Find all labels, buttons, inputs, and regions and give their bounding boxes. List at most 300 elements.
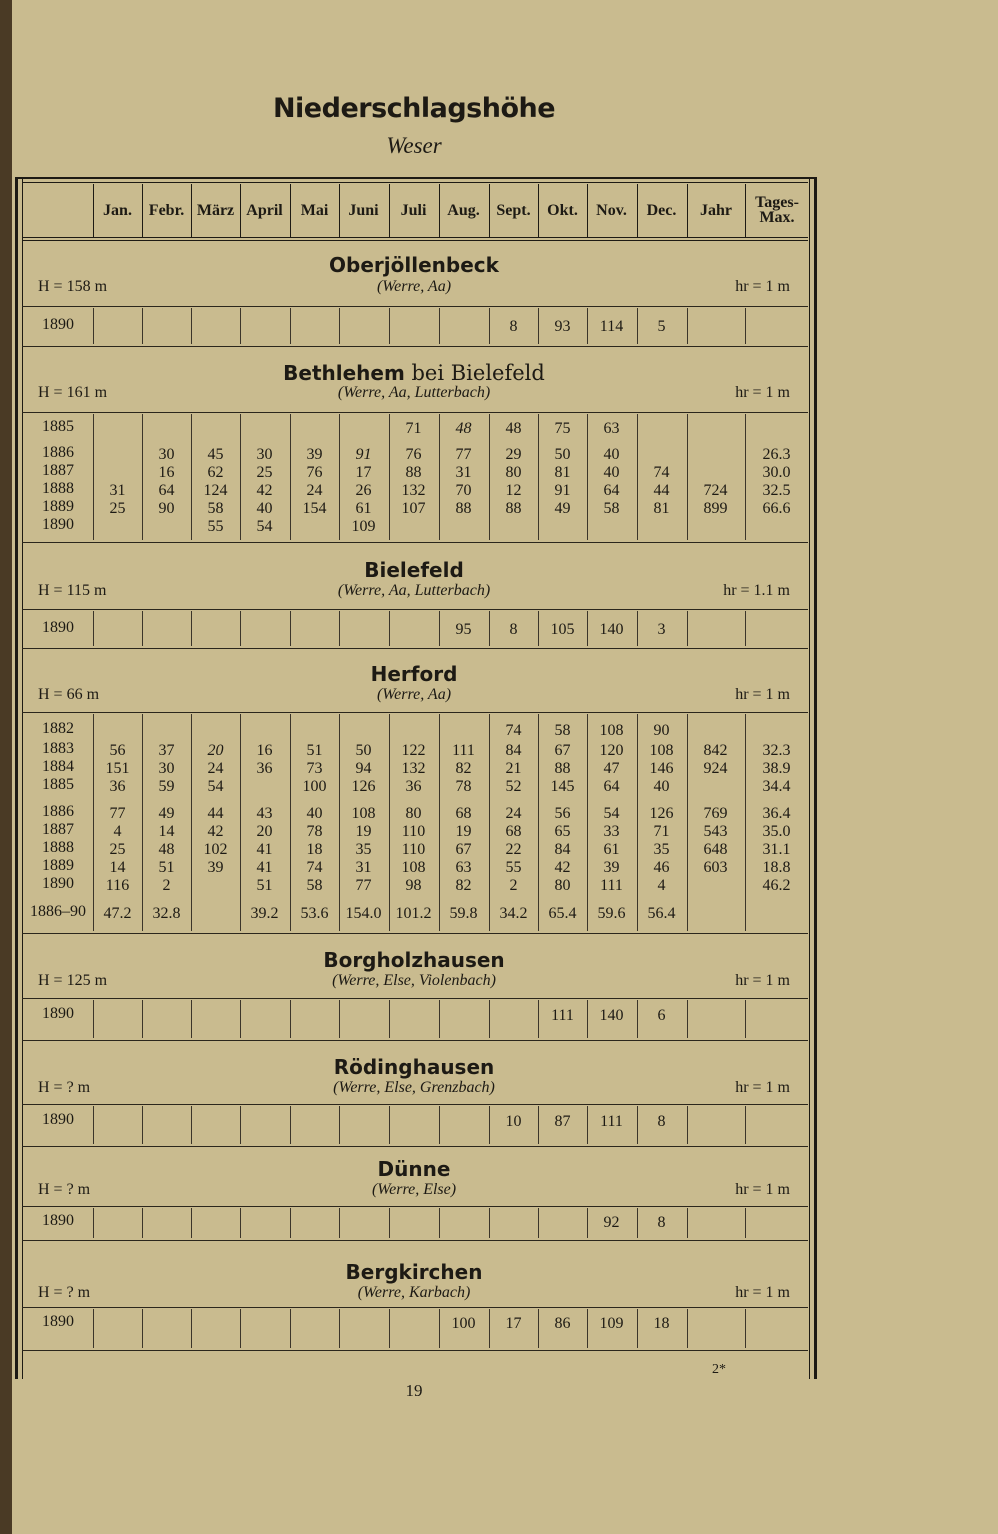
column-divider	[339, 611, 340, 646]
station-bottom-rule	[22, 1350, 808, 1351]
cell-value: 19	[455, 823, 472, 840]
row-year: 1890	[42, 1111, 74, 1128]
page-title: Niederschlagshöhe	[272, 93, 556, 124]
header-bottom-rule-2	[22, 240, 808, 241]
header-month: Dec.	[646, 201, 677, 219]
row-year: 1890	[42, 1212, 74, 1229]
column-divider	[142, 1000, 143, 1038]
cell-value: 43	[256, 805, 273, 822]
cell-value: 108	[401, 859, 426, 876]
cell-value: 101.2	[395, 905, 432, 922]
cell-value: 71	[405, 420, 422, 437]
cell-value: 58	[306, 877, 323, 894]
column-divider	[240, 611, 241, 646]
station-bottom-rule	[22, 542, 808, 543]
cell-value: 58	[554, 722, 571, 739]
cell-value: 56	[109, 742, 126, 759]
row-year: 1889	[42, 498, 74, 515]
cell-value: 80	[505, 464, 522, 481]
column-divider	[745, 414, 746, 540]
station-elevation: H = 125 m	[38, 972, 108, 989]
cell-value: 22	[505, 841, 522, 858]
cell-value: 140	[599, 621, 624, 638]
cell-value: 50	[355, 742, 372, 759]
column-divider	[439, 308, 440, 344]
cell-value: 31	[355, 859, 372, 876]
column-divider	[687, 1208, 688, 1238]
column-divider	[240, 1106, 241, 1144]
header-month: März	[196, 201, 235, 219]
row-year: 1890	[42, 875, 74, 892]
cell-value: 39	[603, 859, 620, 876]
column-divider	[389, 1106, 390, 1144]
cell-value: 40	[306, 805, 323, 822]
station-name-main: Oberjöllenbeck	[329, 253, 499, 277]
cell-value: 36	[405, 778, 422, 795]
column-divider	[687, 1000, 688, 1038]
header-month: Okt.	[547, 201, 578, 219]
column-divider	[93, 611, 94, 646]
cell-value: 67	[455, 841, 472, 858]
column-divider	[290, 1309, 291, 1348]
cell-value: 30	[256, 446, 273, 463]
cell-value: 59	[158, 778, 175, 795]
column-divider	[687, 308, 688, 344]
station-name-main: Bethlehem	[283, 361, 405, 385]
cell-value: 98	[405, 877, 422, 894]
cell-value: 114	[599, 318, 624, 335]
cell-value: 110	[401, 841, 426, 858]
station-name	[0, 1055, 828, 1079]
header-month: Febr.	[148, 201, 185, 219]
column-divider	[93, 1106, 94, 1144]
cell-tagesmax: 36.4	[762, 805, 791, 822]
cell-value: 68	[455, 805, 472, 822]
cell-value: 40	[603, 464, 620, 481]
cell-value: 84	[505, 742, 522, 759]
column-divider	[389, 611, 390, 646]
cell-value: 75	[554, 420, 571, 437]
cell-value: 37	[158, 742, 175, 759]
cell-value: 4	[113, 823, 122, 840]
station-rain-gauge-height: hr = 1 m	[735, 384, 790, 401]
station-header-rule	[22, 412, 808, 413]
column-divider	[489, 1000, 490, 1038]
cell-value: 54	[207, 778, 224, 795]
row-year: 1889	[42, 857, 74, 874]
cell-value: 74	[306, 859, 323, 876]
cell-value: 47.2	[103, 905, 132, 922]
column-divider	[687, 714, 688, 931]
station-name-main: Borgholzhausen	[323, 948, 505, 972]
page-subtitle: Weser	[386, 133, 442, 158]
column-divider	[745, 1106, 746, 1144]
header-month: Juni	[348, 201, 379, 219]
cell-value: 51	[306, 742, 323, 759]
station-name-main: Rödinghausen	[333, 1055, 495, 1079]
column-divider	[191, 611, 192, 646]
cell-value: 120	[599, 742, 624, 759]
cell-value: 109	[351, 518, 376, 535]
station-rivers: (Werre, Karbach)	[357, 1284, 471, 1301]
cell-value: 80	[405, 805, 422, 822]
cell-value: 116	[105, 877, 130, 894]
column-divider	[489, 1208, 490, 1238]
cell-value: 40	[256, 500, 273, 517]
cell-value: 39.2	[250, 905, 279, 922]
header-tagesmax-line2: Max.	[759, 209, 795, 226]
cell-value: 58	[207, 500, 224, 517]
cell-jahr: 603	[703, 859, 728, 876]
header-jahr: Jahr	[700, 201, 732, 219]
cell-jahr: 924	[703, 760, 728, 777]
cell-value: 87	[554, 1113, 571, 1130]
cell-value: 88	[405, 464, 422, 481]
cell-tagesmax: 30.0	[762, 464, 791, 481]
station-name	[0, 948, 828, 972]
column-divider	[240, 1000, 241, 1038]
cell-value: 122	[401, 742, 426, 759]
column-divider	[240, 1309, 241, 1348]
cell-value: 16	[158, 464, 175, 481]
cell-value: 111	[600, 1113, 623, 1130]
column-divider	[687, 1106, 688, 1144]
cell-value: 36	[109, 778, 126, 795]
column-divider	[93, 1208, 94, 1238]
cell-value: 24	[207, 760, 224, 777]
cell-value: 35	[653, 841, 670, 858]
cell-value: 42	[554, 859, 571, 876]
cell-jahr: 724	[703, 482, 728, 499]
row-year: 1886–90	[30, 903, 86, 920]
row-year: 1886	[42, 803, 74, 820]
station-header-rule	[22, 1206, 808, 1207]
cell-value: 33	[603, 823, 620, 840]
cell-value: 19	[355, 823, 372, 840]
column-divider	[745, 611, 746, 646]
column-divider	[290, 1106, 291, 1144]
station-rivers: (Werre, Else, Grenzbach)	[333, 1079, 495, 1096]
cell-value: 61	[355, 500, 372, 517]
header-tagesmax	[746, 184, 808, 236]
cell-value: 64	[158, 482, 175, 499]
cell-value: 107	[401, 500, 426, 517]
cell-value: 45	[207, 446, 224, 463]
cell-jahr: 842	[703, 742, 728, 759]
column-divider	[142, 1208, 143, 1238]
cell-value: 88	[455, 500, 472, 517]
cell-value: 100	[302, 778, 327, 795]
station-header-rule	[22, 306, 808, 307]
column-divider	[745, 308, 746, 344]
column-divider	[339, 1309, 340, 1348]
column-divider	[339, 1106, 340, 1144]
cell-value: 29	[505, 446, 522, 463]
column-divider	[142, 611, 143, 646]
cell-value: 30	[158, 446, 175, 463]
cell-value: 8	[657, 1113, 666, 1130]
station-rain-gauge-height: hr = 1.1 m	[723, 582, 790, 599]
cell-value: 67	[554, 742, 571, 759]
cell-value: 62	[207, 464, 224, 481]
station-header-rule	[22, 998, 808, 999]
cell-value: 78	[306, 823, 323, 840]
header-month: Jan.	[103, 201, 132, 219]
cell-value: 80	[554, 877, 571, 894]
station-rivers: (Werre, Else, Violenbach)	[332, 972, 496, 989]
cell-value: 111	[551, 1007, 574, 1024]
row-year: 1887	[42, 462, 74, 479]
cell-tagesmax: 46.2	[762, 877, 791, 894]
column-divider	[93, 1000, 94, 1038]
cell-value: 90	[653, 722, 670, 739]
cell-value: 108	[599, 722, 624, 739]
cell-value: 54	[256, 518, 273, 535]
row-year: 1884	[42, 758, 74, 775]
cell-value: 31	[109, 482, 126, 499]
cell-value: 49	[158, 805, 175, 822]
column-divider	[339, 308, 340, 344]
cell-tagesmax: 26.3	[762, 446, 791, 463]
cell-value: 140	[599, 1007, 624, 1024]
column-divider	[389, 1208, 390, 1238]
cell-value: 49	[554, 500, 571, 517]
cell-value: 94	[355, 760, 372, 777]
station-name	[0, 253, 828, 277]
station-rain-gauge-height: hr = 1 m	[735, 1079, 790, 1096]
cell-value: 91	[554, 482, 571, 499]
row-year: 1890	[42, 1313, 74, 1330]
cell-value: 25	[109, 500, 126, 517]
cell-value: 41	[256, 859, 273, 876]
cell-value: 34.2	[499, 905, 528, 922]
station-name-main: Herford	[370, 662, 458, 686]
cell-value: 39	[207, 859, 224, 876]
cell-value: 48	[505, 420, 522, 437]
cell-value: 78	[455, 778, 472, 795]
cell-value: 61	[603, 841, 620, 858]
cell-value: 59.8	[449, 905, 478, 922]
header-month: Juli	[400, 201, 427, 219]
cell-value: 58	[603, 500, 620, 517]
cell-value: 81	[653, 500, 670, 517]
station-rain-gauge-height: hr = 1 m	[735, 278, 790, 295]
cell-value: 146	[649, 760, 674, 777]
station-elevation: H = ? m	[38, 1079, 91, 1096]
cell-tagesmax: 31.1	[762, 841, 791, 858]
column-divider	[339, 1000, 340, 1038]
column-divider	[339, 1208, 340, 1238]
cell-value: 100	[451, 1315, 476, 1332]
cell-value: 124	[203, 482, 228, 499]
column-divider	[191, 1309, 192, 1348]
station-elevation: H = 161 m	[38, 384, 108, 401]
cell-value: 88	[505, 500, 522, 517]
cell-value: 126	[649, 805, 674, 822]
cell-value: 44	[207, 805, 224, 822]
column-divider	[93, 414, 94, 540]
cell-tagesmax: 34.4	[762, 778, 791, 795]
cell-value: 52	[505, 778, 522, 795]
column-divider	[142, 308, 143, 344]
station-bottom-rule	[22, 346, 808, 347]
cell-value: 36	[256, 760, 273, 777]
cell-value: 39	[306, 446, 323, 463]
station-rivers: (Werre, Else)	[371, 1181, 457, 1198]
cell-value: 76	[306, 464, 323, 481]
station-name-main: Bergkirchen	[345, 1260, 483, 1284]
station-rivers: (Werre, Aa, Lutterbach)	[337, 582, 491, 599]
cell-value: 65	[554, 823, 571, 840]
cell-value: 132	[401, 482, 426, 499]
cell-value: 70	[455, 482, 472, 499]
station-header-rule	[22, 1307, 808, 1308]
cell-value: 50	[554, 446, 571, 463]
cell-value: 10	[505, 1113, 522, 1130]
cell-value: 41	[256, 841, 273, 858]
cell-value: 111	[452, 742, 475, 759]
column-divider	[745, 714, 746, 931]
station-elevation: H = ? m	[38, 1181, 91, 1198]
column-divider	[191, 1208, 192, 1238]
station-rain-gauge-height: hr = 1 m	[735, 686, 790, 703]
column-divider	[389, 1000, 390, 1038]
cell-value: 73	[306, 760, 323, 777]
cell-value: 26	[355, 482, 372, 499]
column-divider	[240, 1208, 241, 1238]
station-header-rule	[22, 1104, 808, 1105]
cell-value: 51	[256, 877, 273, 894]
station-elevation: H = ? m	[38, 1284, 91, 1301]
station-rivers: (Werre, Aa)	[376, 686, 452, 703]
cell-value: 108	[649, 742, 674, 759]
cell-value: 102	[203, 841, 228, 858]
cell-value: 111	[600, 877, 623, 894]
cell-tagesmax: 66.6	[762, 500, 791, 517]
cell-value: 20	[207, 742, 224, 759]
column-divider	[389, 1309, 390, 1348]
row-year: 1888	[42, 480, 74, 497]
cell-value: 12	[505, 482, 522, 499]
column-divider	[439, 1106, 440, 1144]
cell-value: 151	[105, 760, 130, 777]
cell-value: 53.6	[300, 905, 329, 922]
cell-value: 6	[657, 1007, 666, 1024]
station-rivers: (Werre, Aa, Lutterbach)	[337, 384, 491, 401]
row-year: 1890	[42, 619, 74, 636]
station-name-main: Bielefeld	[364, 558, 464, 582]
station-rain-gauge-height: hr = 1 m	[735, 1181, 790, 1198]
page-number: 19	[405, 1381, 423, 1400]
cell-value: 48	[158, 841, 175, 858]
column-divider	[745, 1208, 746, 1238]
cell-value: 55	[207, 518, 224, 535]
cell-value: 92	[603, 1214, 620, 1231]
cell-value: 51	[158, 859, 175, 876]
cell-tagesmax: 38.9	[762, 760, 791, 777]
cell-value: 59.6	[597, 905, 626, 922]
station-bottom-rule	[22, 1240, 808, 1241]
cell-value: 2	[509, 877, 518, 894]
station-name	[0, 1157, 828, 1181]
column-divider	[93, 308, 94, 344]
cell-value: 16	[256, 742, 273, 759]
cell-value: 30	[158, 760, 175, 777]
cell-value: 55	[505, 859, 522, 876]
cell-value: 91	[355, 446, 372, 463]
column-divider	[191, 1106, 192, 1144]
row-year: 1883	[42, 740, 74, 757]
cell-value: 32.8	[152, 905, 181, 922]
cell-value: 17	[505, 1315, 522, 1332]
cell-value: 90	[158, 500, 175, 517]
cell-value: 132	[401, 760, 426, 777]
cell-value: 25	[256, 464, 273, 481]
header-tagesmax-line1: Tages-	[755, 194, 799, 211]
header-month: April	[246, 201, 283, 219]
station-elevation: H = 66 m	[38, 686, 100, 703]
column-divider	[93, 1309, 94, 1348]
cell-value: 84	[554, 841, 571, 858]
cell-value: 40	[653, 778, 670, 795]
cell-tagesmax: 32.5	[762, 482, 791, 499]
column-divider	[290, 308, 291, 344]
header-month: Aug.	[447, 201, 480, 219]
cell-value: 42	[207, 823, 224, 840]
header-month: Sept.	[496, 201, 531, 219]
station-rivers: (Werre, Aa)	[376, 278, 452, 295]
row-year: 1890	[42, 1005, 74, 1022]
cell-value: 42	[256, 482, 273, 499]
column-divider	[687, 414, 688, 540]
station-bottom-rule	[22, 648, 808, 649]
cell-value: 126	[351, 778, 376, 795]
cell-value: 77	[355, 877, 372, 894]
station-name	[0, 558, 828, 582]
column-divider	[389, 308, 390, 344]
cell-value: 63	[603, 420, 620, 437]
cell-value: 93	[554, 318, 571, 335]
header-bottom-rule	[22, 237, 808, 238]
station-bottom-rule	[22, 1040, 808, 1041]
cell-value: 8	[509, 621, 518, 638]
station-rain-gauge-height: hr = 1 m	[735, 1284, 790, 1301]
cell-value: 64	[603, 778, 620, 795]
header-month: Nov.	[596, 201, 627, 219]
cell-value: 68	[505, 823, 522, 840]
station-rain-gauge-height: hr = 1 m	[735, 972, 790, 989]
cell-value: 14	[158, 823, 175, 840]
cell-value: 8	[509, 318, 518, 335]
cell-value: 31	[455, 464, 472, 481]
column-divider	[538, 1208, 539, 1238]
column-divider	[240, 308, 241, 344]
sheet-signature: 2*	[712, 1362, 726, 1377]
page-binding-edge	[0, 0, 12, 1534]
cell-value: 24	[306, 482, 323, 499]
cell-value: 82	[455, 877, 472, 894]
column-divider	[745, 1309, 746, 1348]
cell-value: 63	[455, 859, 472, 876]
cell-value: 2	[162, 877, 171, 894]
cell-value: 40	[603, 446, 620, 463]
cell-value: 25	[109, 841, 126, 858]
column-divider	[290, 611, 291, 646]
station-name	[0, 1260, 828, 1284]
column-divider	[142, 1309, 143, 1348]
cell-value: 82	[455, 760, 472, 777]
cell-jahr: 648	[703, 841, 728, 858]
